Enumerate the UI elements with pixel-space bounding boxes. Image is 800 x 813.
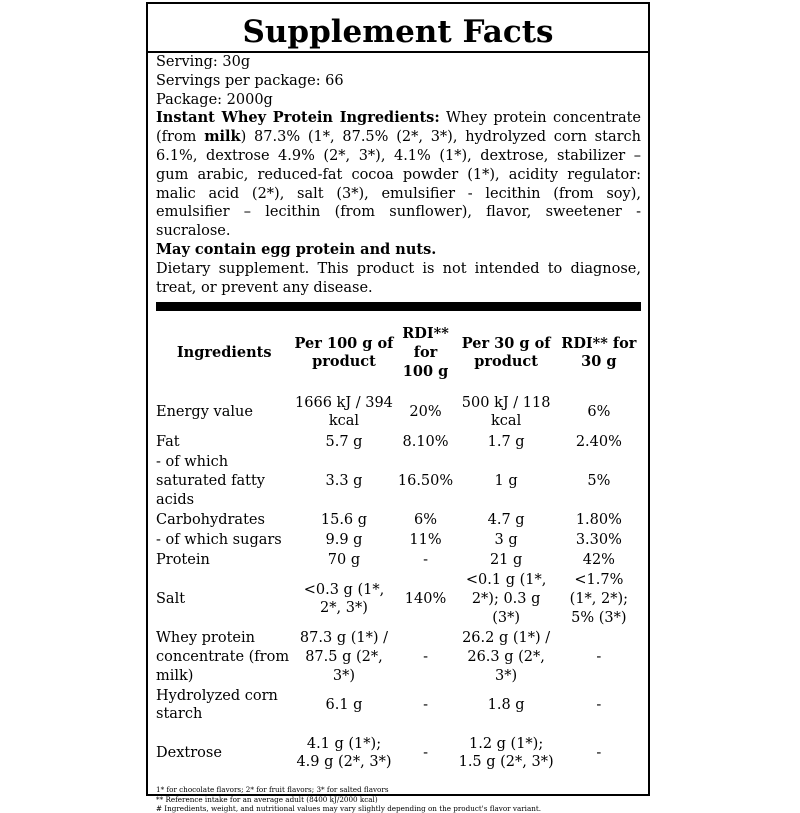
row-per-30g: 1.2 g (1*); 1.5 g (2*, 3*) — [458, 735, 554, 771]
row-per-100g: 87.3 g (1*) / 87.5 g (2*, 3*) — [299, 630, 388, 684]
row-rdi-100g: 6% — [414, 511, 438, 528]
dietary-note: Dietary supplement. This product is not intended to diagnose, treat, or prevent any disease. — [156, 260, 641, 296]
row-rdi-30g: - — [596, 648, 602, 665]
table-row — [156, 452, 641, 510]
row-name: Protein — [156, 551, 210, 568]
row-rdi-100g: 20% — [409, 403, 442, 420]
row-rdi-100g: - — [423, 744, 428, 761]
header-rdi-100g: RDI** for 100 g — [402, 325, 449, 380]
row-name: Salt — [156, 590, 186, 607]
label-body — [148, 53, 648, 813]
header-per-100g: Per 100 g of product — [294, 334, 394, 371]
row-rdi-100g: - — [423, 696, 428, 713]
footnote-flavors: 1* for chocolate flavors; 2* for fruit flavors; 3* for salted flavors — [156, 785, 389, 795]
row-per-100g: 15.6 g — [320, 511, 368, 528]
row-per-30g: 1 g — [494, 472, 518, 489]
row-rdi-100g: 140% — [404, 590, 447, 607]
row-per-30g: 1.7 g — [487, 433, 525, 450]
row-rdi-100g: 11% — [409, 531, 442, 548]
row-rdi-100g: 16.50% — [397, 472, 454, 489]
row-name: - of which sugars — [156, 531, 282, 548]
footnote-variation: # Ingredients, weight, and nutritional values may vary slightly depending on the product's flavor variant. — [156, 803, 542, 813]
row-rdi-100g: - — [423, 648, 428, 665]
row-rdi-30g: 5% — [587, 472, 611, 489]
footnotes — [156, 785, 641, 813]
row-per-100g: <0.3 g (1*, 2*, 3*) — [303, 581, 385, 617]
row-rdi-30g: 2.40% — [575, 433, 622, 450]
ingredients-text — [156, 109, 641, 241]
ingredients-allergen: milk — [204, 128, 241, 146]
row-rdi-100g: - — [423, 551, 428, 568]
row-per-30g: 3 g — [494, 531, 518, 548]
label-title: Supplement Facts — [148, 13, 648, 53]
table-row — [156, 550, 641, 570]
row-per-100g: 1666 kJ / 394 kcal — [295, 394, 393, 430]
row-rdi-30g: 1.80% — [575, 511, 622, 528]
table-header-row — [156, 314, 641, 392]
row-per-100g: 70 g — [327, 551, 361, 568]
row-per-100g: 5.7 g — [325, 433, 363, 450]
row-rdi-30g: 6% — [587, 403, 611, 420]
row-rdi-30g: <1.7% (1*, 2*); 5% (3*) — [569, 572, 629, 626]
row-name: Carbohydrates — [156, 511, 265, 528]
row-per-30g: 500 kJ / 118 kcal — [461, 394, 551, 430]
ingredients-heading: Instant Whey Protein Ingredients: — [156, 109, 440, 127]
allergy-warning: May contain egg protein and nuts. — [156, 240, 437, 258]
row-rdi-30g: - — [596, 744, 602, 761]
package-size: Package: 2000g — [156, 91, 273, 108]
servings-per-package: Servings per package: 66 — [156, 72, 344, 89]
table-row — [156, 432, 641, 452]
row-rdi-30g: 42% — [582, 551, 615, 568]
row-per-30g: <0.1 g (1*, 2*); 0.3 g (3*) — [465, 572, 547, 626]
row-name: Fat — [156, 433, 180, 450]
row-name: Dextrose — [156, 744, 222, 761]
row-per-100g: 4.1 g (1*); 4.9 g (2*, 3*) — [296, 735, 392, 771]
row-name: Whey protein concentrate (from milk) — [156, 630, 290, 684]
ingredients-part1: Whey protein concentrate (from — [156, 110, 641, 146]
row-per-100g: 6.1 g — [325, 696, 363, 713]
section-divider — [156, 302, 641, 311]
table-row — [156, 510, 641, 530]
row-per-30g: 21 g — [489, 551, 523, 568]
row-per-100g: 3.3 g — [325, 472, 363, 489]
ingredients-part2: ) 87.3% (1*, 87.5% (2*, 3*), hydrolyzed corn starch 6.1%, dextrose 4.9% (2*, 3*), 4.1% (1*), dextrose, stabilizer – gum arabic, reduced-fat cocoa powder (1*), acidity regulator: malic acid (2*), salt (3*), emulsifier - lecithin (from soy), emulsifier – lecithin (from sunflower), flavor, sweetener - sucralose. — [156, 129, 641, 240]
row-per-100g: 9.9 g — [325, 531, 363, 548]
serving-size: Serving: 30g — [156, 54, 251, 70]
row-per-30g: 4.7 g — [487, 511, 525, 528]
row-rdi-30g: - — [596, 696, 602, 713]
table-row — [156, 628, 641, 686]
table-row — [156, 686, 641, 724]
table-row — [156, 724, 641, 782]
row-per-30g: 1.8 g — [487, 696, 525, 713]
header-per-30g: Per 30 g of product — [461, 334, 551, 371]
row-name: Energy value — [156, 403, 253, 420]
table-row — [156, 530, 641, 550]
table-row — [156, 570, 641, 628]
row-name: - of which saturated fatty acids — [156, 454, 265, 508]
row-name: Hydrolyzed corn starch — [156, 687, 278, 723]
row-rdi-100g: 8.10% — [402, 433, 449, 450]
nutrition-table — [156, 314, 641, 782]
row-per-30g: 26.2 g (1*) / 26.3 g (2*, 3*) — [462, 630, 551, 684]
row-rdi-30g: 3.30% — [575, 531, 622, 548]
footnote-reference-intake: ** Reference intake for an average adult (8400 kJ/2000 kcal) — [156, 794, 378, 804]
table-row — [156, 392, 641, 432]
supplement-facts-label — [146, 2, 650, 813]
header-rdi-30g: RDI** for 30 g — [561, 334, 637, 371]
header-ingredients: Ingredients — [176, 343, 272, 361]
